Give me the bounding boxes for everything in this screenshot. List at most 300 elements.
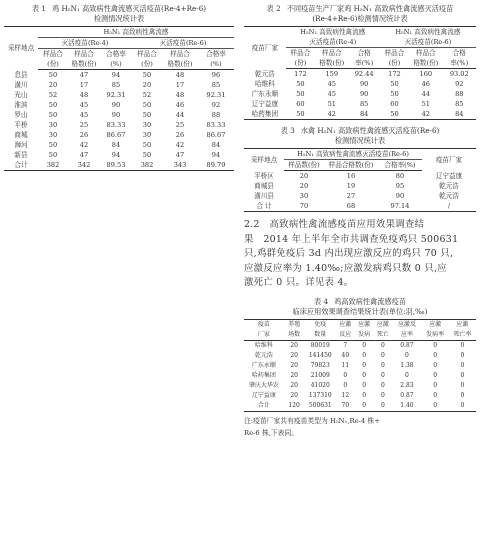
table1-header-pct: 合格率 bbox=[106, 50, 126, 58]
table-cell: 51 bbox=[421, 100, 430, 108]
table1-body bbox=[4, 70, 234, 171]
table1-header-ok: 样品合 bbox=[170, 50, 190, 58]
table4-header-sr: 应激 bbox=[422, 319, 449, 330]
table-cell: 平桥区 bbox=[254, 171, 274, 180]
table-cell: 20 bbox=[142, 81, 152, 89]
table-row bbox=[244, 340, 476, 351]
table-cell: 50 bbox=[286, 109, 315, 120]
table2-header-sub-pct: 率(%) bbox=[443, 58, 476, 69]
table-cell: 12 bbox=[341, 391, 350, 399]
table2 bbox=[244, 26, 476, 120]
table-cell: 52 bbox=[142, 91, 152, 99]
table-row bbox=[4, 110, 234, 120]
table-cell: 20 bbox=[299, 182, 309, 190]
table-cell: 乾元浩 bbox=[439, 182, 459, 190]
table-cell: 51 bbox=[327, 100, 336, 108]
table-cell: 92.44 bbox=[354, 70, 374, 78]
table4-header-maker: 疫苗 bbox=[244, 319, 284, 330]
table2-header-ok: 样品合 bbox=[415, 49, 436, 57]
table-cell: 0 bbox=[374, 401, 393, 412]
table-cell: 0 bbox=[422, 401, 449, 412]
table-cell: 新县 bbox=[14, 151, 28, 159]
table-cell: 96 bbox=[211, 71, 221, 79]
table-cell: 0 bbox=[343, 381, 348, 389]
table-cell: 44 bbox=[421, 90, 430, 98]
table-cell: 辽宁益康 bbox=[251, 100, 279, 108]
table-cell: 45 bbox=[327, 80, 336, 88]
table-cell: 50 bbox=[390, 80, 399, 88]
table-cell: 合 计 bbox=[244, 201, 284, 212]
table-cell: 94 bbox=[111, 151, 121, 159]
table4-header-sr: 发病率 bbox=[422, 330, 449, 341]
table-cell: 0 bbox=[433, 341, 438, 349]
para-line: 2.2 高致病性禽流感疫苗应用效果调查结 bbox=[244, 219, 425, 230]
table-cell: 80019 bbox=[310, 341, 330, 349]
table-cell: 90 bbox=[359, 80, 369, 88]
table-cell: 85 bbox=[455, 100, 464, 108]
table-cell: 0 bbox=[381, 371, 385, 379]
table1-block bbox=[4, 4, 234, 171]
table-row bbox=[244, 361, 476, 371]
table1-header-re6: 灭活疫苗(Re-6) bbox=[132, 38, 234, 49]
para-line: 只,鸡群免疫后 3d 内出现应激反应的鸡只 70 只, bbox=[244, 248, 454, 259]
table-cell: 45 bbox=[79, 101, 89, 109]
table-cell: 0 bbox=[460, 381, 465, 389]
table-cell: 70 bbox=[336, 401, 355, 412]
table-cell: 85 bbox=[111, 81, 121, 89]
table-cell: 84 bbox=[211, 141, 221, 149]
table2-header-sub-cnt: (份) bbox=[286, 58, 315, 69]
table4-header-maker: 厂家 bbox=[244, 330, 284, 341]
table-cell: 0 bbox=[433, 361, 438, 369]
table-cell: 84 bbox=[111, 141, 121, 149]
table4-caption bbox=[244, 297, 476, 307]
table-cell: 0 bbox=[449, 401, 476, 412]
table-row bbox=[4, 130, 234, 140]
table-cell: 30 bbox=[48, 121, 58, 129]
table-cell: 哈维科 bbox=[254, 341, 273, 349]
table-cell: 79823 bbox=[310, 361, 330, 369]
table4-header-sick: 应激 bbox=[355, 319, 374, 330]
table-cell: 47 bbox=[175, 151, 185, 159]
table-cell: 0 bbox=[433, 391, 438, 399]
table-cell: 1.40 bbox=[392, 401, 421, 412]
table-cell: 159 bbox=[325, 70, 339, 78]
table4-number: 表 4 bbox=[314, 296, 329, 306]
table4-block bbox=[244, 297, 476, 439]
table-cell: 50 bbox=[142, 71, 152, 79]
table-cell: 172 bbox=[388, 70, 401, 78]
table4-body bbox=[244, 340, 476, 411]
table-row bbox=[244, 181, 476, 191]
table4 bbox=[244, 319, 476, 412]
table-row bbox=[4, 120, 234, 130]
table-cell: 哈维科 bbox=[255, 80, 275, 88]
table1-header-pct: 合格率 bbox=[206, 50, 226, 58]
table-cell: 343 bbox=[162, 160, 198, 171]
table-cell: 潢川 bbox=[14, 81, 28, 89]
table-cell: 48 bbox=[79, 91, 89, 99]
table2-header-sub-ok: 格数(份) bbox=[409, 58, 442, 69]
table-cell: 25 bbox=[175, 121, 185, 129]
table4-header-imm: 数量 bbox=[305, 330, 336, 341]
table-cell: 89.53 bbox=[100, 160, 132, 171]
table-cell: 50 bbox=[142, 111, 152, 119]
table-cell: 26 bbox=[175, 131, 185, 139]
table4-title-line2: 临床应用效果调查结果统计表(单位:羽,‰) bbox=[292, 306, 428, 316]
table-cell: 20 bbox=[290, 371, 298, 379]
table4-header-rr: 应率 bbox=[392, 330, 421, 341]
table-cell: 48 bbox=[175, 91, 185, 99]
table2-header-sub-ok: 格数(份) bbox=[315, 58, 348, 69]
table-cell: 21009 bbox=[310, 371, 330, 379]
table-cell: 86.67 bbox=[206, 131, 226, 139]
table-cell: 潢川县 bbox=[254, 192, 274, 200]
table-cell: 17 bbox=[175, 81, 185, 89]
table3-caption bbox=[244, 126, 476, 136]
table-cell: 47 bbox=[79, 151, 89, 159]
table-cell: 0 bbox=[433, 381, 438, 389]
table-cell: 120 bbox=[284, 401, 305, 412]
table-cell: 47 bbox=[79, 71, 89, 79]
table-cell: 50 bbox=[296, 80, 305, 88]
table-cell: 0 bbox=[381, 341, 385, 349]
table-cell: 广东永顺 bbox=[251, 361, 276, 369]
table-cell: 0 bbox=[460, 351, 465, 359]
table-cell: 0 bbox=[362, 381, 367, 389]
table-cell: 0 bbox=[381, 391, 385, 399]
table-cell: 50 bbox=[390, 90, 399, 98]
table2-number: 表 2 bbox=[266, 4, 281, 13]
table1-title-line2: 检测情况统计表 bbox=[93, 14, 145, 23]
table-cell: 20 bbox=[299, 172, 309, 180]
table-cell: 0 bbox=[355, 401, 374, 412]
table-cell: 2.83 bbox=[400, 381, 414, 389]
table1-header-site: 采样地点 bbox=[4, 27, 38, 70]
table-cell: 20 bbox=[290, 351, 298, 359]
table-row bbox=[244, 109, 476, 120]
table-cell: 0 bbox=[381, 351, 385, 359]
table3-header-ok: 样品合格数(份) bbox=[324, 160, 378, 171]
table-cell: 46 bbox=[175, 101, 185, 109]
table2-title-line2: (Re-4+Re-6)检测情况统计表 bbox=[312, 14, 408, 23]
table-cell: 50 bbox=[48, 101, 58, 109]
table-cell: 50 bbox=[296, 90, 305, 98]
table-cell: 97.14 bbox=[378, 201, 422, 212]
table2-header-sub-cnt: (份) bbox=[380, 58, 409, 69]
table-cell: 94 bbox=[111, 71, 121, 79]
table2-title-line1: 不同疫苗生产厂家鸡 H₅N₁ 高致病性禽流感灭活疫苗 bbox=[286, 4, 454, 13]
table-cell: 172 bbox=[294, 70, 307, 78]
table-cell: 0 bbox=[460, 371, 465, 379]
table-cell: 83.33 bbox=[106, 121, 126, 129]
table4-header-sick: 发病 bbox=[355, 330, 374, 341]
table-cell: 93.02 bbox=[449, 70, 469, 78]
table-cell: 90 bbox=[359, 90, 369, 98]
table-cell: 26 bbox=[79, 131, 89, 139]
table-cell: 商城县 bbox=[254, 182, 274, 190]
table1-header-sub-ok: 格数(份) bbox=[162, 59, 198, 70]
table1-header-sub-pct: (%) bbox=[100, 59, 132, 70]
table-cell: 7 bbox=[343, 341, 348, 349]
table1-header-cnt: 样品合 bbox=[43, 50, 63, 58]
table-cell: 50 bbox=[380, 109, 409, 120]
table-cell: 50 bbox=[48, 141, 58, 149]
table-cell: 0 bbox=[362, 351, 367, 359]
table2-header-cnt: 样品合 bbox=[384, 49, 405, 57]
table-cell: 50 bbox=[48, 151, 58, 159]
table-cell: 0 bbox=[433, 351, 438, 359]
table-cell: 92.31 bbox=[106, 91, 126, 99]
table-cell: 92 bbox=[211, 101, 221, 109]
table-cell: 0 bbox=[362, 371, 367, 379]
table-cell: 0 bbox=[433, 371, 438, 379]
table2-header-group1b: 灭活疫苗(Re-4) bbox=[286, 37, 380, 48]
table-cell: 46 bbox=[421, 80, 430, 88]
table-cell: 92.31 bbox=[206, 91, 226, 99]
table-row bbox=[244, 371, 476, 381]
table1-header-sub-pct: (%) bbox=[198, 59, 234, 70]
table-cell: 382 bbox=[132, 160, 162, 171]
table-cell: 0 bbox=[405, 351, 409, 359]
table-row bbox=[244, 401, 476, 412]
table4-header-dead: 应激 bbox=[374, 319, 393, 330]
table-cell: 0 bbox=[460, 341, 465, 349]
para-line: 应激反应率为 1.40‰;应激发病鸡只数 0 只,应 bbox=[244, 262, 447, 274]
table-cell: 哈药集团 bbox=[244, 109, 286, 120]
table1-header-ok: 样品合 bbox=[74, 50, 94, 58]
table2-header-pct: 合格 bbox=[357, 49, 371, 57]
table1-title-line1: 鸡 H₅N₁ 高致病性禽流感灭活疫苗(Re-4+Re-6) bbox=[51, 4, 207, 13]
table3-header-group: H₅N₁ 高致病性禽流感灭活疫苗(Re-6) bbox=[284, 149, 422, 160]
table-cell: 20 bbox=[290, 341, 298, 349]
table-cell: 0 bbox=[362, 391, 367, 399]
table-cell: 淮滨 bbox=[14, 101, 28, 109]
table-cell: 40 bbox=[341, 351, 350, 359]
table-cell: 48 bbox=[175, 71, 185, 79]
table4-header-dr: 应激 bbox=[449, 319, 476, 330]
table-cell: 19 bbox=[346, 182, 356, 190]
table2-header-ok: 样品合 bbox=[321, 49, 342, 57]
table4-header-flock: 养殖 bbox=[284, 319, 305, 330]
table-cell: 11 bbox=[341, 361, 350, 369]
table3-title-line2: 检测情况统计表 bbox=[334, 136, 386, 145]
table-cell: 商城 bbox=[14, 131, 28, 139]
table-cell: 50 bbox=[142, 141, 152, 149]
table-cell: 60 bbox=[390, 100, 399, 108]
table-cell: 85 bbox=[359, 100, 369, 108]
table-cell: 0.87 bbox=[400, 341, 414, 349]
table-cell: 85 bbox=[211, 81, 221, 89]
table-cell: 382 bbox=[38, 160, 68, 171]
table-cell: 肇庆大华农 bbox=[248, 381, 279, 389]
table-cell: 52 bbox=[48, 91, 58, 99]
table-cell: 20 bbox=[48, 81, 58, 89]
table-cell: 89.79 bbox=[198, 160, 234, 171]
table1-header-sub-ok: 格数(份) bbox=[68, 59, 100, 70]
table-cell: 42 bbox=[409, 109, 442, 120]
table3-header-pct: 合格率(%) bbox=[378, 160, 422, 171]
table-cell: 20 bbox=[290, 381, 298, 389]
table-cell: 0 bbox=[362, 361, 367, 369]
table-cell: 42 bbox=[315, 109, 348, 120]
table-cell: 60 bbox=[296, 100, 305, 108]
table3-header-maker: 疫苗厂家 bbox=[422, 149, 476, 171]
table-cell: 30 bbox=[48, 131, 58, 139]
table-cell: 83.33 bbox=[206, 121, 226, 129]
table-cell: 50 bbox=[142, 101, 152, 109]
table-cell: 160 bbox=[419, 70, 433, 78]
table-cell: 光山 bbox=[14, 91, 28, 99]
table2-header-pct: 合格 bbox=[452, 49, 466, 57]
table-cell: 88 bbox=[455, 90, 464, 98]
table4-title-line1: 鸡高致病性禽流感疫苗 bbox=[334, 296, 406, 306]
table3-header-cnt: 样品数(份) bbox=[284, 160, 324, 171]
table-row bbox=[244, 351, 476, 361]
table1-header-sub-cnt: (份) bbox=[38, 59, 68, 70]
table2-header-cnt: 样品合 bbox=[290, 49, 311, 57]
table4-note-line1: 注:疫苗厂家共有疫苗类型为 H₅N₁,Re-4 株+ bbox=[244, 416, 380, 425]
table1-header-sub-cnt: (份) bbox=[132, 59, 162, 70]
table-cell: 50 bbox=[48, 71, 58, 79]
table1-header-re4: 灭活疫苗(Re-4) bbox=[38, 38, 132, 49]
table-cell: 92 bbox=[455, 80, 464, 88]
table-cell: 乾元浩 bbox=[255, 69, 275, 78]
table-cell: 浉河 bbox=[14, 141, 28, 149]
table-cell: 辽宁益康 bbox=[435, 171, 463, 180]
table-cell: 哈药集团 bbox=[251, 371, 276, 379]
table-cell: 86.67 bbox=[106, 131, 126, 139]
table2-body bbox=[244, 69, 476, 120]
table2-header-group1a: H₅N₁ 高致病性禽流感 bbox=[286, 27, 380, 38]
table-row bbox=[4, 80, 234, 90]
table3-body bbox=[244, 171, 476, 212]
table-cell: 0 bbox=[362, 341, 367, 349]
table4-note-line2: Re-6 株,下表同。 bbox=[244, 428, 299, 437]
table-row bbox=[244, 79, 476, 89]
table-row bbox=[4, 70, 234, 81]
table-cell: 0 bbox=[460, 391, 465, 399]
table-cell: 0 bbox=[381, 361, 385, 369]
table-row bbox=[244, 191, 476, 201]
table-cell: 90 bbox=[395, 192, 405, 200]
table4-header-dr: 死亡率 bbox=[449, 330, 476, 341]
table-cell: 90 bbox=[111, 111, 121, 119]
table-cell: 42 bbox=[79, 141, 89, 149]
table-cell: 30 bbox=[142, 121, 152, 129]
table-cell: 合计 bbox=[4, 160, 38, 171]
table1-caption bbox=[4, 4, 234, 14]
table-cell: 合计 bbox=[244, 401, 284, 412]
table2-header-group2b: 灭活疫苗(Re-6) bbox=[380, 37, 476, 48]
table4-header-flock: 场数 bbox=[284, 330, 305, 341]
table-cell: 88 bbox=[211, 111, 221, 119]
table-cell: 0 bbox=[405, 371, 409, 379]
table-cell: 平桥 bbox=[14, 121, 28, 129]
table-cell: 25 bbox=[79, 121, 89, 129]
right-column bbox=[244, 4, 476, 439]
table-cell: 68 bbox=[324, 201, 378, 212]
table2-header-group2a: H₅N₁ 高致病性禽流感 bbox=[380, 27, 476, 38]
table-cell: 20 bbox=[290, 391, 298, 399]
table-cell: 27 bbox=[346, 192, 356, 200]
table-cell: 辽宁益康 bbox=[251, 391, 276, 399]
table-cell: 45 bbox=[327, 90, 336, 98]
table-row bbox=[4, 100, 234, 110]
table-cell: 342 bbox=[68, 160, 100, 171]
table2-header-sub-pct: 率(%) bbox=[348, 58, 379, 69]
table1-header-group: H₅N₁ 高致病性禽流感 bbox=[38, 27, 234, 38]
table-row bbox=[244, 89, 476, 99]
table-cell: 42 bbox=[175, 141, 185, 149]
para-line: 激死亡 0 只。详见表 4。 bbox=[244, 277, 354, 288]
table-row bbox=[4, 90, 234, 100]
table-row bbox=[4, 150, 234, 160]
table-cell: 84 bbox=[348, 109, 379, 120]
table-cell: 500631 bbox=[305, 401, 336, 412]
table-row bbox=[4, 140, 234, 150]
table2-block bbox=[244, 4, 476, 120]
table-cell: 16 bbox=[346, 172, 356, 180]
para-line: 果 2014 年上半年全市共调查免疫鸡只 500631 bbox=[244, 233, 459, 245]
table3-header-site: 采样地点 bbox=[244, 149, 284, 171]
table-cell: 30 bbox=[142, 131, 152, 139]
table3-title-line1: 水禽 H₅N₁ 高致病性禽流感灭活疫苗(Re-6) bbox=[300, 126, 440, 135]
table1-number: 表 1 bbox=[31, 4, 46, 13]
table-row bbox=[244, 381, 476, 391]
table2-caption bbox=[244, 4, 476, 14]
table-cell: 84 bbox=[443, 109, 476, 120]
table-cell: 80 bbox=[395, 172, 405, 180]
table2-header-maker: 疫苗厂家 bbox=[244, 27, 286, 69]
table-cell: 0 bbox=[343, 371, 348, 379]
table-cell: 141450 bbox=[308, 351, 332, 359]
table-row bbox=[244, 171, 476, 182]
table-cell: 137310 bbox=[308, 391, 332, 399]
table-cell: 17 bbox=[79, 81, 89, 89]
table3-number: 表 3 bbox=[280, 126, 295, 135]
table-cell: 0.87 bbox=[400, 391, 414, 399]
table-row bbox=[244, 391, 476, 401]
table-cell: 30 bbox=[299, 192, 309, 200]
table-cell: 1.38 bbox=[400, 361, 414, 369]
table-cell: 0 bbox=[460, 361, 465, 369]
table4-header-rr: 应激反 bbox=[392, 319, 421, 330]
table-cell: 50 bbox=[48, 111, 58, 119]
table1 bbox=[4, 26, 234, 171]
table-row bbox=[244, 99, 476, 109]
table-cell: 44 bbox=[175, 111, 185, 119]
table-cell: 50 bbox=[142, 151, 152, 159]
table-cell: 45 bbox=[79, 111, 89, 119]
table3 bbox=[244, 148, 476, 212]
table-cell: 广东永顺 bbox=[251, 90, 279, 98]
table-cell: 乾元浩 bbox=[439, 192, 459, 200]
table-cell: 20 bbox=[290, 361, 298, 369]
table4-header-dead: 死亡 bbox=[374, 330, 393, 341]
table4-header-imm: 免疫 bbox=[305, 319, 336, 330]
table-cell: / bbox=[422, 201, 476, 212]
section-2-2 bbox=[244, 218, 476, 291]
table-cell: 乾元浩 bbox=[254, 351, 273, 359]
table4-header-react: 反应 bbox=[336, 330, 355, 341]
table-cell: 95 bbox=[395, 182, 405, 190]
table-cell: 息县 bbox=[14, 70, 28, 79]
table1-header-cnt: 样品合 bbox=[137, 50, 157, 58]
table-row bbox=[244, 69, 476, 80]
table-cell: 70 bbox=[284, 201, 324, 212]
table-cell: 41020 bbox=[310, 381, 330, 389]
